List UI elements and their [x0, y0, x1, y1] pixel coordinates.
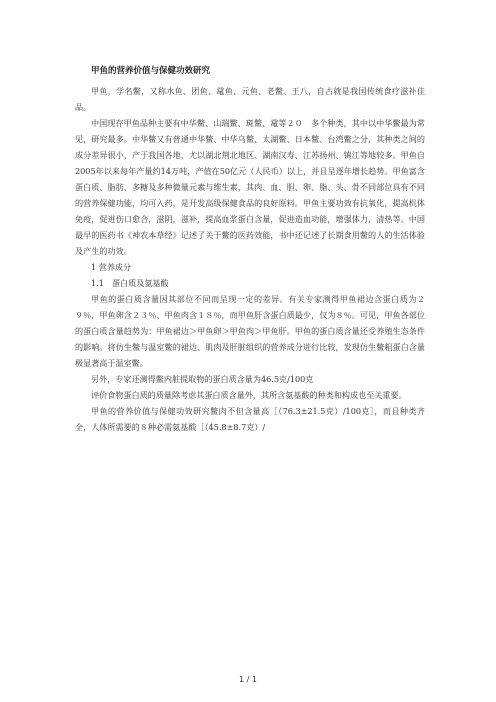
document-title: 甲鱼的营养价值与保健功效研究 [91, 66, 211, 76]
document-body [75, 65, 425, 435]
paragraph-intro-2: 中国现存甲鱼品种主要有中华鳖、山瑞鳖、斑鳖、鼋等２０ 多个种类，其中以中华鳖最为常见，研究最多。中华鳖又有普通中华鳖、中华乌鳖、太湖鳖、日本鳖、台湾鳖之分，其种类之间的成分差异很小，产于我国各地，尤以湖北荆北地区、湖南汉寿、江苏扬州、镇江等地较多。甲鱼自2005年以来每年产量约14万吨，产值在50亿元（人民币）以上，并且呈逐年增长趋势。甲鱼富含蛋白质、脂肪、多糖及多种微量元素与维生素，其肉、血、胆、卵、脂、头、骨不同部位具有不同的营养保健功能，均可入药，是开发高级保健食品的良好原料。甲鱼主要功效有抗氧化，提高机体免疫，促进伤口愈合，滋阴，滋补，提高血浆蛋白含量，促进造血功能，增强体力，清热等。中国最早的医药书《神农本草经》记述了关于鳖的医药效能，书中还记述了长期食用鳖的人的生活体验及产生的功效。 [75, 118, 425, 256]
paragraph-body-1: 甲鱼的蛋白质含量因其部位不同而呈现一定的差异。有关专家测得甲鱼裙边含蛋白质为２９％，甲鱼卵含２３％、甲鱼肉含１８％，而甲鱼肝含蛋白质最少，仅为８％。可见，甲鱼各部位的蛋白质含量趋势为：甲鱼裙边＞甲鱼卵＞甲鱼肉＞甲鱼肝。甲鱼的蛋白质含量还受养殖生态条件的影响。将仿生鳖与温室鳖的裙边、肌肉及肝脏组织的营养成分进行比较，发现仿生鳖粗蛋白含量极显著高于温室鳖。 [75, 294, 425, 368]
paragraph-body-4: 甲鱼的营养价值与保健功效研究鳖肉不但含量高［（76.3±21.5克）/100克］，而且种类齐全，人体所需要的８种必需氨基酸［（45.8±8.7克）/ [75, 406, 425, 432]
section-heading: 1 营养成分 [91, 262, 132, 272]
paragraph-body-3: 评价食物蛋白质的质量除考虑其蛋白质含量外，其所含氨基酸的种类和构成也至关重要。 [91, 390, 407, 400]
paragraph-intro-1: 甲鱼，学名鳖，又称水鱼、团鱼、鼋鱼、元鱼、老鳖、王八，自古就是我国传统食疗滋补佳品。 [75, 86, 425, 112]
subsection-heading: 1.1 蛋白质及氨基酸 [91, 278, 169, 288]
page-number: 1 / 1 [239, 675, 257, 684]
paragraph-body-2: 另外，专家还测得鳖内脏提取物的蛋白质含量为46.5克/100克 [91, 374, 314, 384]
